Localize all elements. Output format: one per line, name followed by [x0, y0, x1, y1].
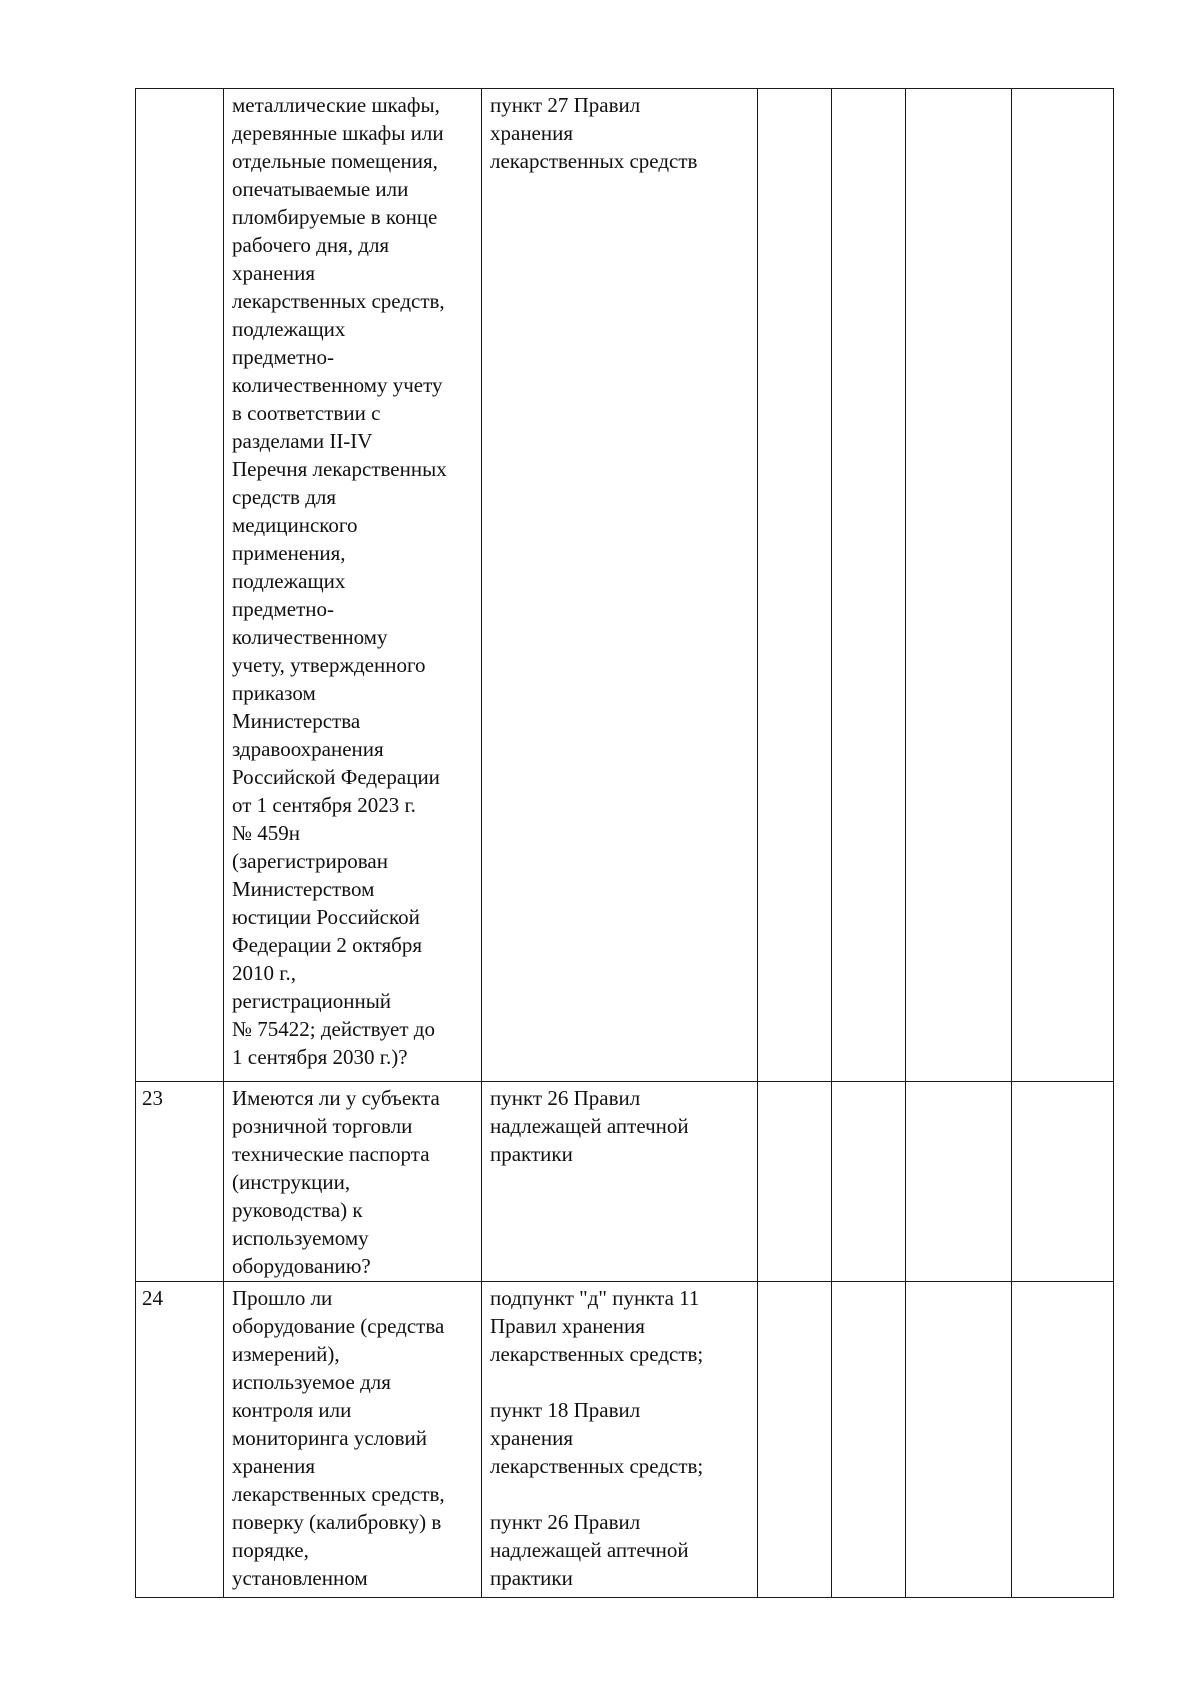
answer-cell-not-applicable[interactable] [906, 1082, 1012, 1282]
answer-cell-no[interactable] [832, 89, 906, 1082]
answer-cell-yes[interactable] [758, 89, 832, 1082]
table-row [136, 89, 1114, 1082]
row-number-cell [136, 1082, 224, 1282]
question-text: металлические шкафы, деревянные шкафы или отдельные помещения, опечатываемые или пломбируемые в конце рабочего дня, для хранения лекарственных средств, подлежащих предметно- количественному учету в соответствии с разделами II-IV Перечня лекарственных средств для медицинского применения, подлежащих предметно- количественному учету, утвержденного приказом Министерства здравоохранения Российской Федерации от 1 сентября 2023 г. № 459н (зарегистрирован Министерством юстиции Российской Федерации 2 октября 2010 г., регистрационный № 75422; действует до 1 сентября 2030 г.)? [232, 93, 447, 1069]
question-cell [224, 1082, 482, 1282]
requirements-cell [482, 89, 758, 1082]
requirements-cell [482, 1082, 758, 1282]
table-row [136, 1282, 1114, 1598]
requirements-text: подпункт "д" пункта 11 Правил хранения лекарственных средств; пункт 18 Правил хранения лекарственных средств; пункт 26 Правил надлежащей аптечной практики [490, 1286, 704, 1590]
answer-cell-no[interactable] [832, 1282, 906, 1598]
note-cell[interactable] [1012, 1082, 1114, 1282]
checklist-table [135, 88, 1114, 1598]
answer-cell-yes[interactable] [758, 1282, 832, 1598]
answer-cell-yes[interactable] [758, 1082, 832, 1282]
question-text: Прошло ли оборудование (средства измерений), используемое для контроля или мониторинга условий хранения лекарственных средств, поверку (калибровку) в порядке, установленном [232, 1286, 445, 1590]
row-number: 24 [142, 1286, 163, 1310]
table-row [136, 1082, 1114, 1282]
question-cell [224, 89, 482, 1082]
note-cell[interactable] [1012, 89, 1114, 1082]
answer-cell-no[interactable] [832, 1082, 906, 1282]
question-cell [224, 1282, 482, 1598]
question-text: Имеются ли у субъекта розничной торговли технические паспорта (инструкции, руководства) к используемому оборудованию? [232, 1086, 440, 1278]
requirements-cell [482, 1282, 758, 1598]
row-number-cell [136, 89, 224, 1082]
row-number: 23 [142, 1086, 163, 1110]
requirements-text: пункт 26 Правил надлежащей аптечной практики [490, 1086, 689, 1166]
answer-cell-not-applicable[interactable] [906, 1282, 1012, 1598]
answer-cell-not-applicable[interactable] [906, 89, 1012, 1082]
note-cell[interactable] [1012, 1282, 1114, 1598]
row-number-cell [136, 1282, 224, 1598]
requirements-text: пункт 27 Правил хранения лекарственных средств [490, 93, 698, 173]
